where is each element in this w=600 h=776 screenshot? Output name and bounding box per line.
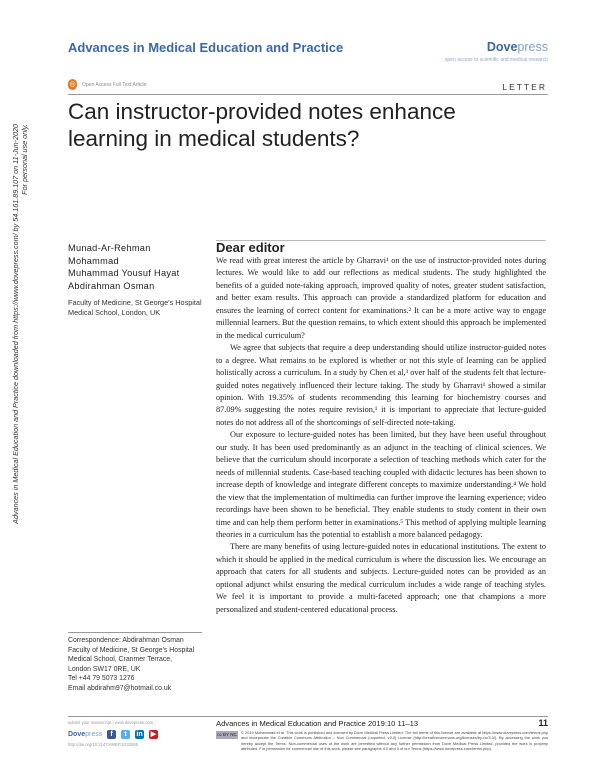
doi-link[interactable]: http://doi.org/10.2147/AMEP.S233065 — [68, 742, 138, 747]
publisher-logo-bold: Dove — [486, 40, 518, 54]
body-paragraph: Our exposure to lecture-guided notes has been limited, but they have been useful throughout our study. It has been used predominantly as an adjunct in the teaching of clinical sciences. We believe that the curriculum should incorporate a selection of teaching methods which cater for the needs of millennial students. Case-based teaching coupled with didactic lectures has been shown to increase depth of knowledge and integrate different concepts to maximize understanding.⁴ We hold the view that the implementation of multimedia can further improve the learning experience; video recordings have been shown to be beneficial. They enable students to study content in their own time and can help them perform better in examinations.⁵ This method of applying multiple learning theories in a curriculum has the potential to establish a more balanced pedagogy. — [216, 430, 546, 539]
facebook-icon[interactable]: f — [107, 730, 116, 739]
creative-commons-badge[interactable]: cc BY NC — [217, 732, 237, 737]
page-number: 11 — [538, 718, 548, 728]
body-paragraph: There are many benefits of using lecture-guided notes in educational institutions. The extent to which it should be applied in the medical curriculum is where the discussion lies. We encourage an approach that caters for all students and subjects. Lecture-guided notes can be provided as an optional adjunct whilst ensuring the medical curriculum includes a wide range of teaching styles. We feel it is important to provide a multi-faceted approach; one that champions a more personalized and student-centered educational process. — [216, 542, 546, 614]
footer-publisher-logo[interactable] — [68, 731, 102, 738]
footer-citation: Advances in Medical Education and Practice 2019:10 11–13 — [216, 719, 419, 728]
correspondence-line: Medical School, Cranmer Terrace, — [68, 656, 173, 664]
publisher-logo[interactable] — [487, 40, 548, 54]
correspondence-line: London SW17 0RE, UK — [68, 665, 141, 673]
publisher-tagline: open access to scientific and medical research — [444, 57, 548, 63]
article-type: LETTER — [502, 82, 547, 92]
article-title: Can instructor-provided notes enhance learning in medical students? — [68, 99, 456, 151]
header-divider — [68, 94, 548, 95]
open-access-lock-icon: ◎ — [69, 81, 76, 88]
open-access-label: Open Access Full Text Article — [82, 81, 147, 88]
body-heading: Dear editor — [216, 240, 285, 255]
correspondence-block — [68, 636, 208, 694]
letter-body — [216, 255, 546, 616]
footer-logo-light: press — [85, 731, 103, 738]
correspondence-email[interactable]: Email abdirahm97@hotmail.co.uk — [68, 684, 172, 692]
journal-title: Advances in Medical Education and Practice — [68, 40, 344, 55]
correspondence-line: Tel +44 79 5073 1276 — [68, 675, 135, 683]
publisher-logo-light: press — [517, 40, 548, 54]
footer-divider — [68, 716, 548, 717]
twitter-icon[interactable]: t — [121, 730, 130, 739]
author-affiliation: Faculty of Medicine, St George's Hospital Medical School, London, UK — [68, 298, 202, 317]
correspondence-divider — [68, 632, 202, 633]
author-list — [68, 242, 180, 292]
linkedin-icon[interactable]: in — [136, 731, 143, 738]
body-paragraph: We read with great interest the article by Gharravi¹ on the use of instructor-provided notes during lectures. We would like to add our reflections as medical students. The study highlighted the benefits of a guided note-taking approach, improved quality of notes, greater student satisfaction, and better exam results. This approach can provide a standardized platform for education and ensures the learning of correct content for examinations.² It can be a more active way to engage millennial learners. But the question remains, to which extent should this approach be implemented in the medical curriculum? — [216, 256, 546, 340]
author-name: Mohammad — [68, 255, 119, 266]
author-name: Abdirahman Osman — [68, 280, 155, 291]
copyright-notice: © 2019 Mohammad et al. This work is published and licensed by Dove Medical Press Limited. The full terms of this license are available at https://www.dovepress.com/terms.php and incorporate the Creative Commons Attribution – Non Commercial (unported, v3.0) License (http://creativecommons.org/licenses/by-nc/3.0/). By accessing the work you hereby accept the Terms. Non-commercial uses of the work are permitted without any further permission from Dove Medical Press Limited, provided the work is properly attributed. For permission for commercial use of this work, please see paragraphs 4.2 and 5 of our Terms (https://www.dovepress.com/terms.php). — [241, 730, 548, 751]
correspondence-line: Faculty of Medicine, St George's Hospital — [68, 646, 195, 654]
download-side-note-text: Advances in Medical Education and Practice downloaded from https://www.dovepress.com/ by 54.161.89.107 on 11-Jun-2020 For personal use only. — [11, 124, 29, 524]
author-name: Munad-Ar-Rehman — [68, 243, 151, 253]
footer-logo-bold: Dove — [68, 731, 86, 738]
correspondence-line: Correspondence: Abdirahman Osman — [68, 637, 184, 644]
open-access-row — [68, 79, 146, 90]
submit-manuscript-link[interactable]: submit your manuscript | www.dovepress.com — [68, 720, 154, 725]
social-links — [107, 730, 158, 739]
author-name: Muhammad Yousuf Hayat — [68, 268, 180, 279]
body-paragraph: We agree that subjects that require a deep understanding should utilize instructor-guided notes to a degree. What remains to be explored is whether or not this style of learning can be applied holistically across a curriculum. In a study by Chen et al,³ over half of the students felt that lecture-guided notes negatively influenced their lecture taking. The study by Gharravi¹ showed a similar opinion. With 19.35% of students recommending this learning for biochemistry courses and 87.09% suggesting the notes require revision,¹ it is important to appreciate that lecture-guided notes do not address all of the shortcomings of self-directed note-taking. — [216, 343, 546, 427]
youtube-icon[interactable]: ▶ — [150, 731, 157, 738]
download-side-note — [11, 124, 29, 744]
